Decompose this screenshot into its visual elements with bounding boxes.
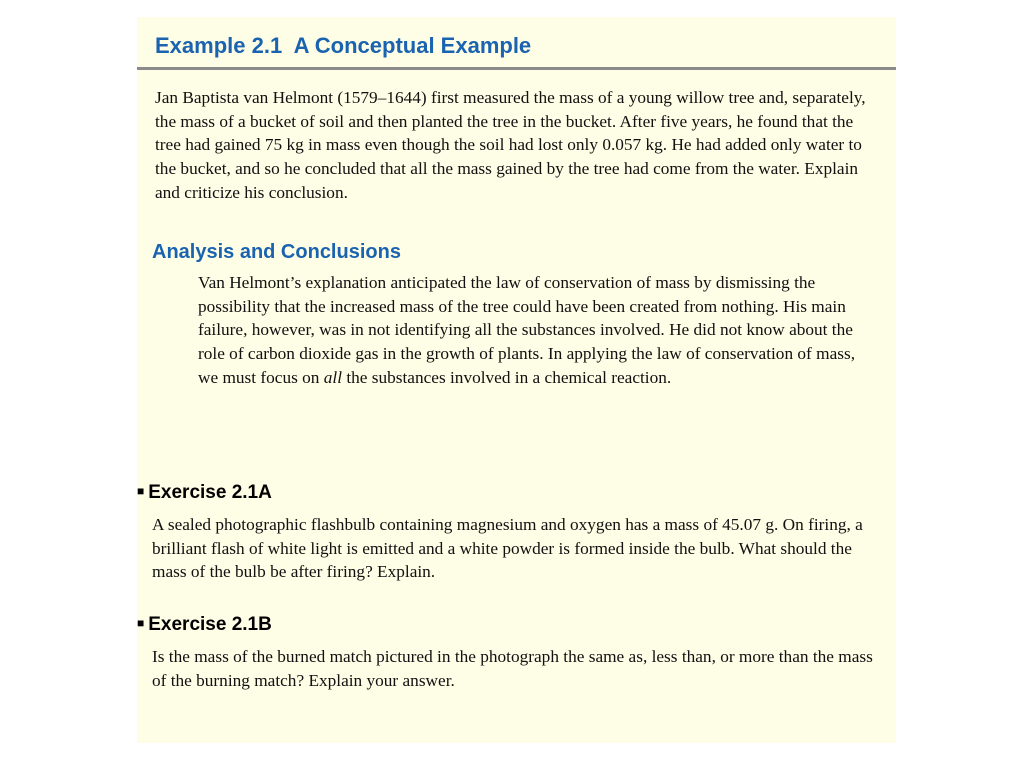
example-title: Example 2.1 A Conceptual Example bbox=[155, 33, 532, 58]
exercise-b-heading bbox=[137, 614, 272, 636]
exercise-b-title: Exercise 2.1B bbox=[148, 614, 272, 635]
square-bullet-icon: ■ bbox=[137, 616, 145, 630]
analysis-heading: Analysis and Conclusions bbox=[152, 241, 401, 263]
exercise-a-heading bbox=[137, 482, 272, 504]
analysis-text bbox=[198, 271, 878, 390]
title-divider bbox=[137, 67, 896, 70]
analysis-text-before: Van Helmont’s explanation anticipated the law of conservation of mass by dismissing the possibility that the increased mass of the tree could have been created from nothing. His main failure, however, was in not identifying all the substances involved. He did not know about the role of carbon dioxide gas in the growth of plants. In applying the law of conservation of mass, we must focus on bbox=[198, 273, 856, 387]
exercise-a-title: Exercise 2.1A bbox=[148, 482, 272, 503]
exercise-a-text: A sealed photographic flashbulb containing magnesium and oxygen has a mass of 45.07 g. On firing, a brilliant flash of white light is emitted and a white powder is formed inside the bulb. What should the mass of the bulb be after firing? Explain. bbox=[152, 515, 863, 582]
exercise-b-text: Is the mass of the burned match pictured in the photograph the same as, less than, or more than the mass of the burning match? Explain your answer. bbox=[152, 647, 873, 690]
analysis-text-emphasis: all bbox=[323, 367, 343, 387]
analysis-text-after: the substances involved in a chemical reaction. bbox=[342, 367, 672, 387]
square-bullet-icon: ■ bbox=[137, 484, 145, 498]
example-text: Jan Baptista van Helmont (1579–1644) first measured the mass of a young willow tree and, separately, the mass of a bucket of soil and then planted the tree in the bucket. After five years, he found that the tree had gained 75 kg in mass even though the soil had lost only 0.057 kg. He had added only water to the bucket, and so he concluded that all the mass gained by the tree had come from the water. Explain and criticize his conclusion. bbox=[155, 88, 866, 202]
